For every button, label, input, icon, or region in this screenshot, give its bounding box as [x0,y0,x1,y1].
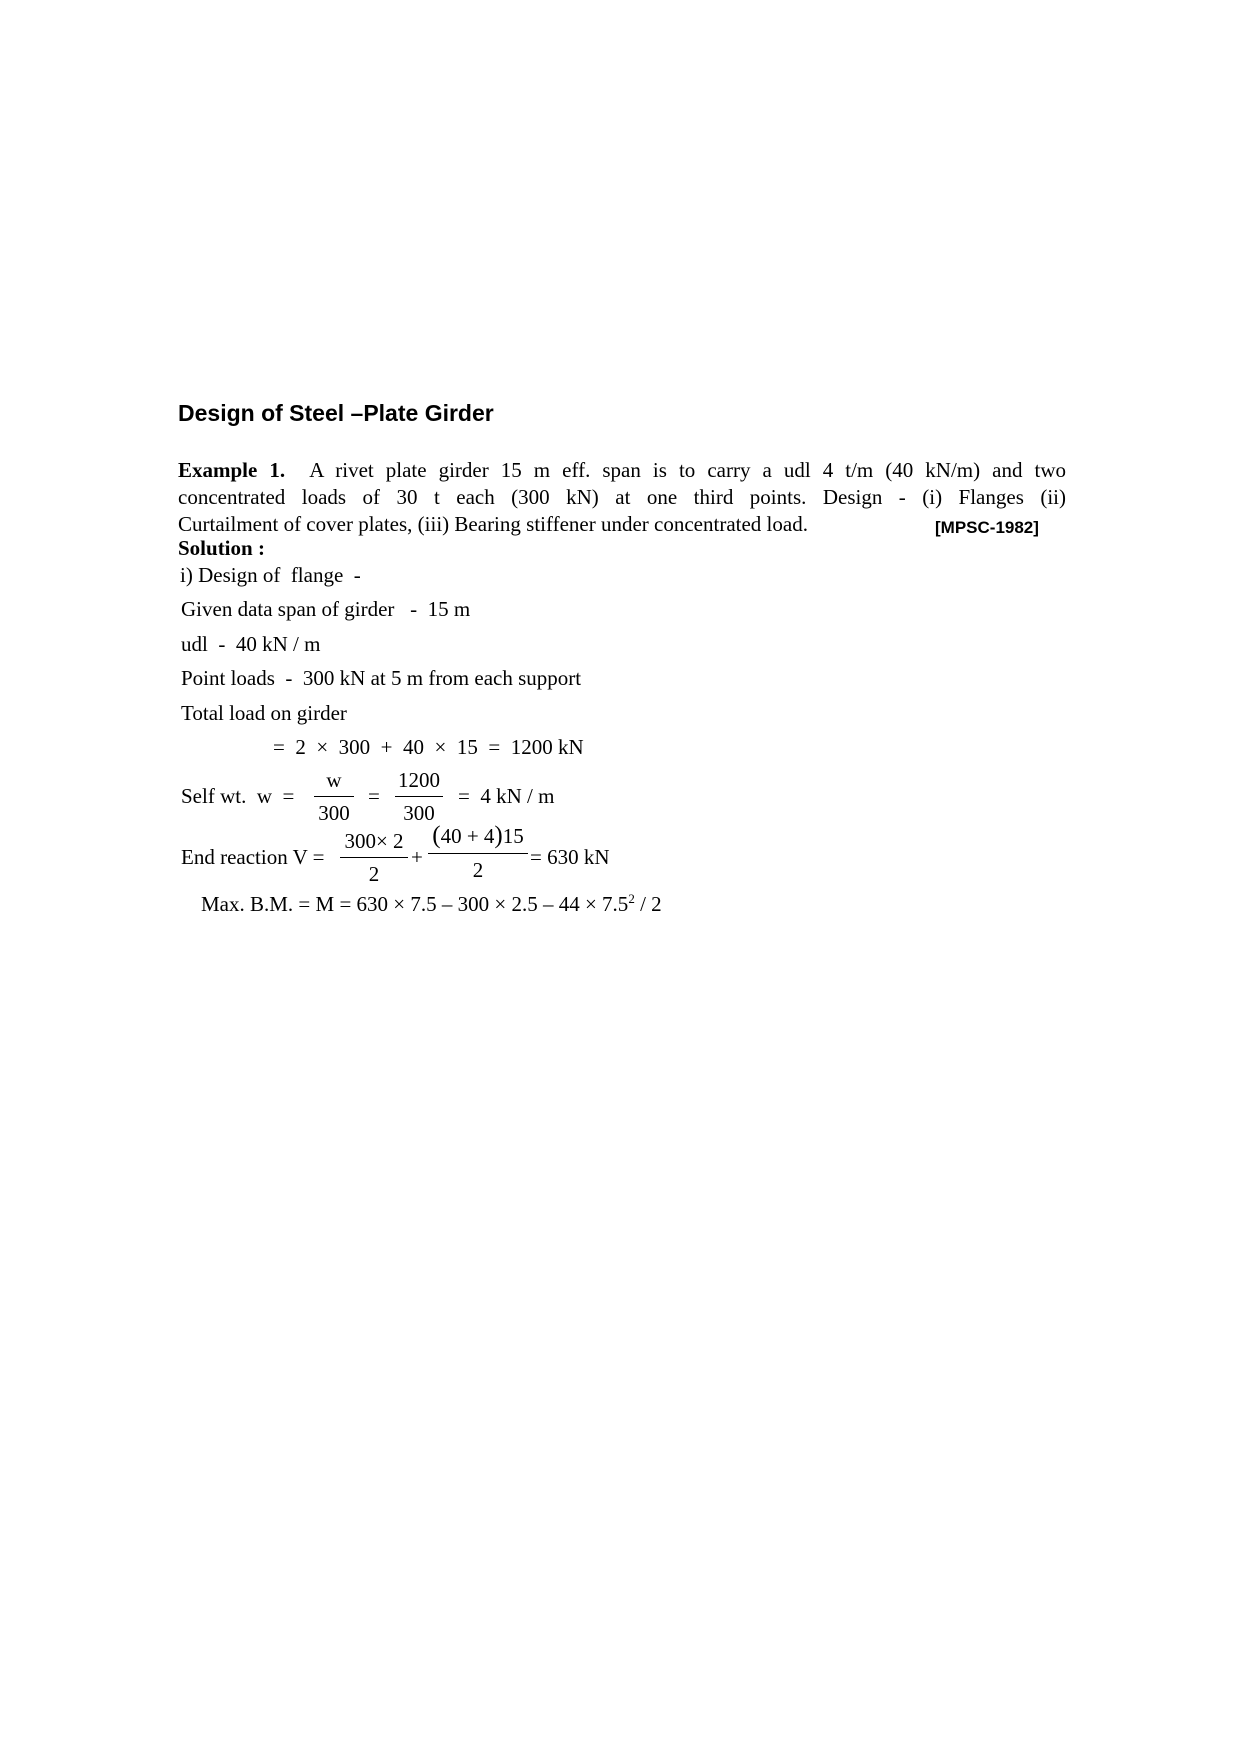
self-weight-result: = 4 kN / m [458,784,555,808]
self-weight-fraction-2: 1200 300 [395,768,443,826]
self-weight-label: Self wt. w = [181,784,295,808]
max-bending-moment: Max. B.M. = $M = 630 \times 7.5 - 300 \times 2.5 - 44 \times 7.5^2 / 2$ [201,891,662,916]
page-heading: Design of Steel –Plate Girder [178,400,494,426]
total-load-equation: = 2 × 300 + 40 × 15 = 1200 kN [273,735,584,759]
given-udl: udl - 40 kN / m [181,632,321,656]
plus-sign: + [411,845,423,869]
equals-sign: = [368,784,380,808]
problem-statement [178,457,1066,538]
self-weight-fraction-1: w 300 [314,768,354,826]
given-point-loads: Point loads - 300 kN at 5 m from each support [181,666,582,690]
given-span: Given data span of girder - 15 m [181,597,471,621]
solution-label: Solution : [178,536,265,560]
end-reaction-result: = 630 kN [530,845,610,869]
total-load-label: Total load on girder [181,701,347,725]
fraction-bar [395,796,443,797]
exam-reference: [MPSC-1982] [935,518,1039,537]
end-reaction-fraction-2: (40 + 4)15 2 [428,822,528,883]
problem-line-3: Curtailment of cover plates, (iii) Bearing stiffener under concentrated load. [MPSC-1982] [178,511,1066,538]
end-reaction-fraction-1: 300× 2 2 [340,829,408,887]
fraction-bar [340,857,408,858]
problem-line-1: Example 1. A rivet plate girder 15 m eff. span is to carry a udl 4 t/m (40 kN/m) and two [178,458,1067,482]
fraction-bar [428,853,528,854]
example-label: Example 1. [178,458,286,482]
problem-line-2: concentrated loads of 30 t each (300 kN) at one third points. Design - (i) Flanges (ii) [178,485,1066,509]
step-design-of-flange: i) Design of flange - [180,563,361,587]
fraction-bar [314,796,354,797]
end-reaction-label: End reaction V = [181,845,325,869]
